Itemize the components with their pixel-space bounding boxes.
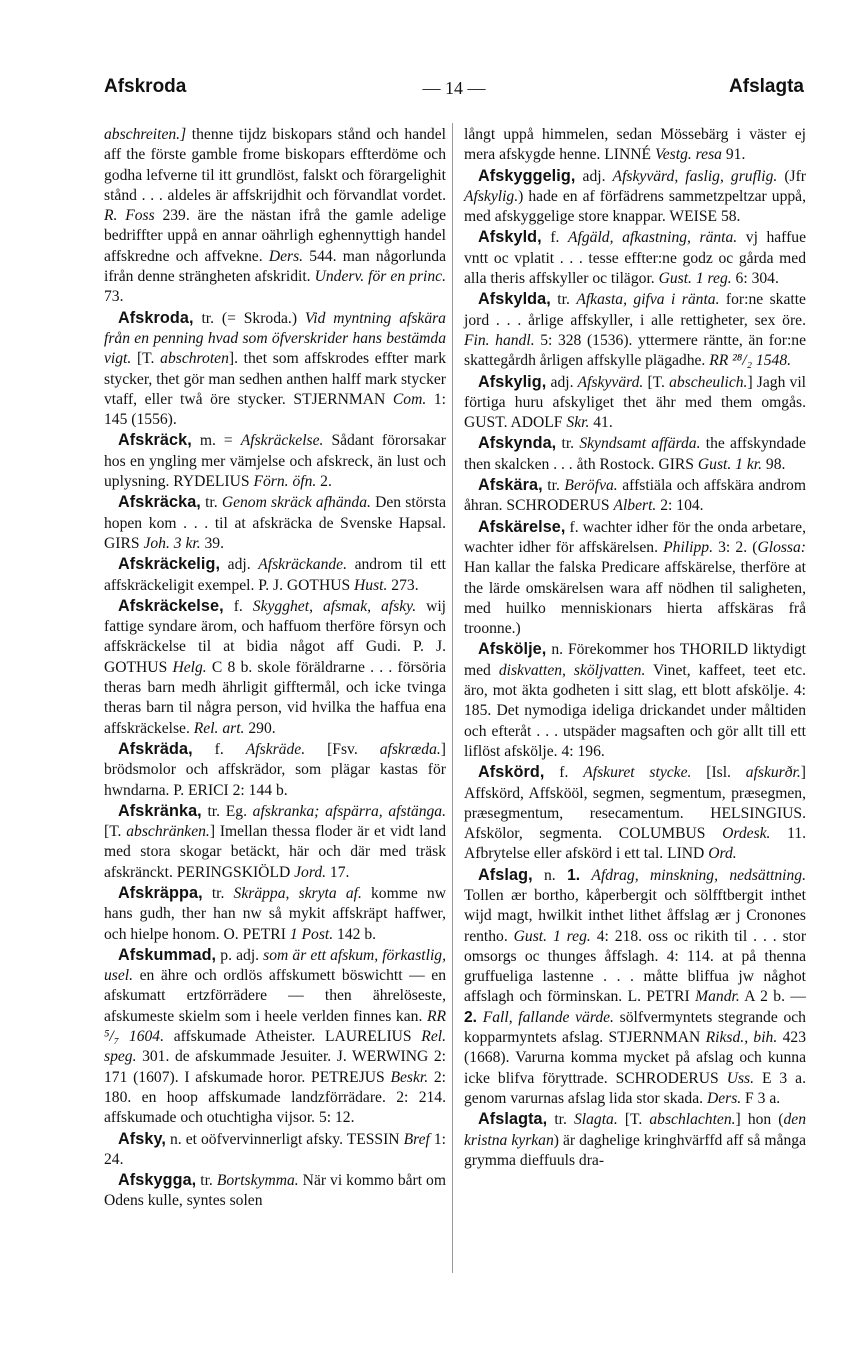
entry-text: adj. [546,373,578,391]
entry-text: [Isl. [691,764,746,782]
dictionary-entry [464,517,806,640]
entry-text: Tollen ær bortho, kåperbergit och sölfftbergit inthet wijd magt, hwilkit inthet lithet åffslag ær j Cronones rentho. [464,886,806,945]
dictionary-entry [464,372,806,434]
italic-text: Afskräckelse. [240,432,324,450]
dictionary-entry [104,1170,446,1212]
right-column [464,125,806,1171]
entry-text: 2: 104. [656,497,704,515]
entry-headword: Afskräckelse, [118,596,224,615]
dictionary-entry [104,492,446,554]
italic-text: Ordesk. [722,825,771,843]
entry-text [580,867,591,884]
italic-text: Underv. för en princ. [314,268,446,286]
entry-text: tr. [542,477,565,495]
italic-text: Skygghet, afsmak, afsky. [252,597,417,615]
italic-text: abschränken. [126,823,210,841]
page-header [104,76,804,106]
entry-text: 41. [589,414,613,432]
italic-text: Helg. [172,658,207,676]
entry-text: 4: 218. oss oc rikith til . . . stor omsorgs oc thunges åffslagh. 4: 114. at på thenna gruffueliga lastenne . . . måtte bliffua jw någhot affslagh och förminskan. L. PETRI [464,927,807,1006]
entry-text: for:ne skatte jord . . . årlige affskyller, i alle rettigheter, sex öre. [464,291,806,329]
left-running-headword: Afskroda [104,76,187,97]
entry-text: 39. [200,534,224,552]
italic-text: Gust. 1 reg. [658,270,732,288]
dictionary-entry [104,596,446,739]
entry-text: 73. [104,288,124,306]
dictionary-entry [104,883,446,945]
italic-text: Mandr. [695,988,740,1006]
italic-text: Uss. [726,1069,754,1087]
dictionary-entry [464,1109,806,1171]
entry-text: 2: 180. en hoop affskumade landzförrädare. 2: 214. affskumade och otuchtigha vijsor. 5: 12. [104,1068,446,1127]
entry-text: p. adj. [216,946,264,964]
dictionary-entry [464,475,806,517]
italic-text: diskvatten, sköljvatten. [498,661,646,679]
italic-text: Fin. handl. [464,331,535,349]
italic-text: Gust. 1 kr. [697,455,763,473]
entry-text: Vinet, kaffeet, teet etc. äro, mot äkta godheten i sitt slag, ett blott afskölje. 4: 185. Det nymodiga ideliga drickandet under måltiden och efteråt . . . utspäder magsaften och gör allt till ett liflöst afskölje. 4: 196. [464,661,806,760]
italic-text: abschlachten. [649,1111,736,1129]
italic-text: den kristna kyrkan [464,1111,806,1149]
italic-text: Rel. speg. [104,1028,446,1066]
italic-text: afskræda. [379,740,441,758]
entry-text: adj. [575,167,613,185]
entry-text: 273. [387,576,419,594]
entry-headword: Afskygga, [118,1171,197,1190]
entry-text: A 2 b. — [739,988,806,1006]
entry-text: Han kallar the falska Predicare affskärelse, therföre at the lärde omskärelsen wara aff nödhen til saligheten, med huilko menniskionars hierta affskäras frå troonne.) [464,559,806,638]
entry-text: 1: 24. [104,1130,447,1168]
entry-text: f. [544,764,584,782]
entry-text: 3: 2. ( [712,538,758,556]
column-divider [452,123,453,1273]
entry-text: ] Imellan thessa floder är et vidt land med stora skogar betäckt, här och där med träsk afskränckt. PERINGSKIÖLD [104,823,446,881]
entry-text: ] hon ( [735,1111,784,1129]
dictionary-entry [104,554,446,596]
entry-headword: Afslagta, [478,1110,548,1129]
entry-text: adj. [220,556,259,574]
entry-text: n. Förekommer hos THORILD liktydigt med [464,641,806,679]
entry-text: [T. [131,350,161,368]
italic-text: Afskyvärd, faslig, gruflig. [612,167,778,185]
dictionary-entry [104,430,446,492]
entry-headword: Afskyggelig, [478,166,576,185]
entry-text: 5: 328 (1536). yttermere räntte, än for:ne skattegårdh årligen affskylle plägadhe. [464,331,806,370]
entry-headword: Afskräcka, [118,493,201,512]
entry-text: 1. [567,866,581,884]
entry-text: tr. [556,435,580,453]
italic-text: abschroten [160,350,229,368]
entry-text: vj haffue vntt oc vplatit . . . tesse effter:ne godz oc gårda med alla theris affskyller oc tilägor. [464,229,807,288]
entry-headword: Afskörd, [478,763,545,782]
italic-text: Beskr. [390,1068,429,1086]
italic-text: afskranka; afspärra, afstänga. [252,802,447,820]
entry-text: 544. man någorlunda ifrån denne strängheten afskridit. [104,247,446,286]
entry-text: f. wachter idher för the onda arbetare, wachter idher för affskärelsen. [464,518,806,556]
entry-text: 1: 145 (1556). [104,390,446,429]
entry-headword: Afskylig, [478,372,547,391]
italic-text: RR ²⁸/₂ 1548. [709,352,792,370]
italic-text: Vestg. resa [654,146,722,164]
dictionary-entry [464,433,806,475]
dictionary-entry [104,801,446,883]
italic-text: Beröfva. [564,477,618,495]
entry-text: androm til ett affskräckeligit exempel. P. J. GOTHUS [104,556,446,594]
entry-text: ] brödsmolor och affskrädor, som plägar kastas för hwndarna. P. ERICI 2: 144 b. [104,740,446,799]
entry-text: tr. [200,494,222,512]
page-number: — 14 — [422,78,486,98]
entry-text: ] Jagh vil förtiga huru afskyliget thet ähr med them omgås. GUST. ADOLF [464,373,806,432]
right-running-headword: Afslagta [729,76,804,97]
italic-text: Skyndsamt affärda. [579,435,701,453]
dictionary-entry [464,166,806,228]
entry-text: 6: 304. [731,270,779,288]
italic-text: Afskuret stycke. [583,764,692,782]
entry-text: ] Affskörd, Affskööl, segmen, segmentum, præsegmen, præsegmentum, resecamentum. HELSINGIUS. Afskölor, segmenta. COLUMBUS [464,764,806,843]
entry-text: [Fsv. [305,740,380,758]
italic-text: Gust. 1 reg. [513,927,591,945]
italic-text: Riksd., bih. [705,1029,778,1047]
entry-text: 2. [464,1008,478,1026]
italic-text: Afskräckande. [258,556,347,574]
entry-headword: Afskräck, [118,431,192,450]
entry-text: tr. [196,1172,217,1190]
italic-text: Rel. art. [193,719,245,737]
entry-text: m. = [191,432,241,450]
entry-text: långt uppå himmelen, sedan Mössebärg i väster ej mera afskygde henne. LINNÉ [464,126,806,164]
italic-text: 1 Post. [289,925,334,943]
entry-text: Sådant förorsakar hos en yngling mer vämjelse och afskreck, än lust och uplysning. RYDELIUS [104,432,446,491]
italic-text: Ders. [706,1089,742,1107]
italic-text: som är ett afskum, förkastlig, usel. [104,946,446,985]
entry-text: ) är daghelige kringhvärffd aff så många grymma dieffuuls dra- [464,1131,806,1169]
entry-text: 423 (1668). Varurna komma mycket på afslag och kunna icke blifva föryttrade. SCHRODERUS [464,1029,806,1087]
entry-text: [T. [104,823,127,841]
italic-text: Afskyvärd. [577,373,644,391]
entry-headword: Afskräda, [118,739,193,758]
entry-text: f. [541,229,569,247]
entry-text: F 3 a. [741,1089,781,1107]
entry-text: ]. thet som affskrodes effter mark stycker, thet gör man sedhen anthen halff mark stycker vtaff, eller twå öre stycker. STJERNMAN [104,350,446,408]
entry-text: 290. [244,719,276,737]
dictionary-entry [104,308,446,431]
italic-text: Afgäld, afkastning, ränta. [568,229,738,247]
entry-text: 2. [316,473,332,491]
italic-text: Skräppa, skryta af. [233,884,362,902]
entry-text: tr. [202,884,234,902]
entry-text: [T. [617,1111,650,1129]
italic-text: Afdrag, minskning, nedsättning. [591,866,806,884]
italic-text: Genom skräck afhända. [221,494,371,512]
entry-headword: Afslag, [478,865,533,884]
italic-text: Glossa: [757,538,806,556]
entry-headword: Afskärelse, [478,517,566,536]
entry-text: 17. [326,863,350,881]
entry-text: C 8 b. skole föräldrarne . . . försöria theras barn medh ährligit gifftermål, och icke tvinga theras barn til några person, vid hvilka the haffua ena affskräckelse. [104,658,446,737]
italic-text: Bortskymma. [216,1172,299,1190]
italic-text: Skr. [566,414,590,432]
entry-headword: Afskroda, [118,308,194,327]
left-column [104,125,446,1212]
dictionary-entry [104,1129,446,1171]
entry-text: affskumade Atheister. LAURELIUS [163,1028,422,1046]
dictionary-entry [464,762,806,864]
italic-text: Hust. [354,576,388,594]
italic-text: afskurðr. [745,764,801,782]
entry-text: f. [223,597,253,615]
italic-text: Bref [403,1130,430,1148]
entry-text: tr. (= Skroda.) [193,309,305,327]
entry-text: f. [192,740,246,758]
entry-headword: Afskynda, [478,434,557,453]
italic-text: abschreiten.] [104,126,187,143]
italic-text: Vid myntning afskära från en penning hvad som öfverskrider hans bestämda vigt. [104,309,446,368]
entry-headword: Afskyld, [478,228,542,247]
entry-text: tr. Eg. [201,802,253,820]
italic-text: Philipp. [663,538,713,556]
dictionary-entry [464,227,806,289]
dictionary-entry [104,739,446,801]
entry-text: [T. [643,373,670,391]
italic-text: Joh. 3 kr. [143,534,201,552]
entry-headword: Afskölje, [478,640,547,659]
entry-text: 11. Afbrytelse eller afskörd i ett tal. LIND [464,825,807,863]
entry-text: thenne tijdz biskopars stånd och handel aff the förste gamble frome biskopars effterdöme och godha lefverne til itt grundlöst, falskt och förargelighit stånd . . . aldeles är affskrijdhit och förvandlat vordet. [104,126,446,204]
entry-text: sölfvermyntets stegrande och kopparmyntets afslag. STJERNMAN [464,1008,806,1047]
continued-entry [104,125,446,308]
italic-text: Jord. [294,863,327,881]
entry-text: Den största hopen kom . . . til at afskräcka de Svenske Hapsal. GIRS [104,494,446,552]
dictionary-entry [464,639,806,762]
italic-text: Fall, fallande värde. [482,1008,614,1026]
entry-headword: Afskränka, [118,801,202,820]
entry-headword: Afskräppa, [118,883,203,902]
italic-text: R. Foss [104,207,155,225]
italic-text: RR ⁵/₇ 1604. [104,1007,446,1046]
italic-text: Förn. öfn. [253,473,317,491]
italic-text: Slagta. [573,1111,618,1129]
entry-text: (Jfr [777,167,806,185]
dictionary-entry [104,945,446,1129]
italic-text: Afskylig. [464,187,519,205]
entry-headword: Afskummad, [118,945,217,964]
italic-text: Com. [392,390,427,408]
entry-text: the affskyndade then skalcken . . . åth Rostock. GIRS [464,435,806,473]
entry-text: 98. [762,455,786,473]
entry-headword: Afskräckelig, [118,555,221,574]
entry-text: 239. äre the nästan ifrå the gamle adelige bedriffter uppå en annar oährligh eghennyttigh handel affskredne och affvekne. [104,207,446,265]
entry-text: 142 b. [333,925,377,943]
italic-text: abscheulich. [669,373,748,391]
entry-text: tr. [550,291,577,309]
italic-text: Ders. [268,247,304,265]
entry-text: E 3 a. genom varurnas afslag lida stor skada. [464,1069,807,1107]
entry-headword: Afskära, [478,476,543,495]
dictionary-entry [464,865,806,1110]
entry-text: komme nw hans gudh, ther han nw så mykit affskräpt haffwer, och hielpe honom. O. PETRI [104,884,446,943]
entry-headword: Afskylda, [478,290,551,309]
entry-text: När vi kommo bårt om Odens kulle, syntes solen [104,1172,446,1210]
entry-text: n. et oöfvervinnerligt afsky. TESSIN [165,1130,404,1148]
italic-text: Albert. [613,497,657,515]
entry-text: 301. de afskummade Jesuiter. J. WERWING 2: 171 (1607). I afskumade horor. PETREJUS [104,1048,446,1086]
entry-text: n. [532,866,568,884]
entry-text: en ähre och ordlös affskumett böswichtt — en afskumatt ertzförrädere — then ährelöseste, afskumeste skielm som i heele verlden finnes kan. [104,967,446,1025]
entry-text: ) hade en af förfädrens sammetzpeltzar uppå, med afskyggelige store knappar. WEISE 58. [464,187,806,226]
continued-entry [464,125,806,166]
italic-text: Afkasta, gifva i ränta. [576,291,720,309]
entry-text: affstiäla och affskära androm åhran. SCHRODERUS [464,477,806,515]
italic-text: Afskräde. [245,740,306,758]
entry-text: 91. [721,146,746,164]
entry-headword: Afsky, [118,1129,166,1148]
entry-text: wij fattige syndare ärom, och haffuom therföre försyn och affskräckelse til at bidia något aff Gudi. P. J. GOTHUS [104,597,447,676]
italic-text: Ord. [708,845,737,863]
dictionary-entry [464,289,806,371]
entry-text: tr. [547,1111,574,1129]
